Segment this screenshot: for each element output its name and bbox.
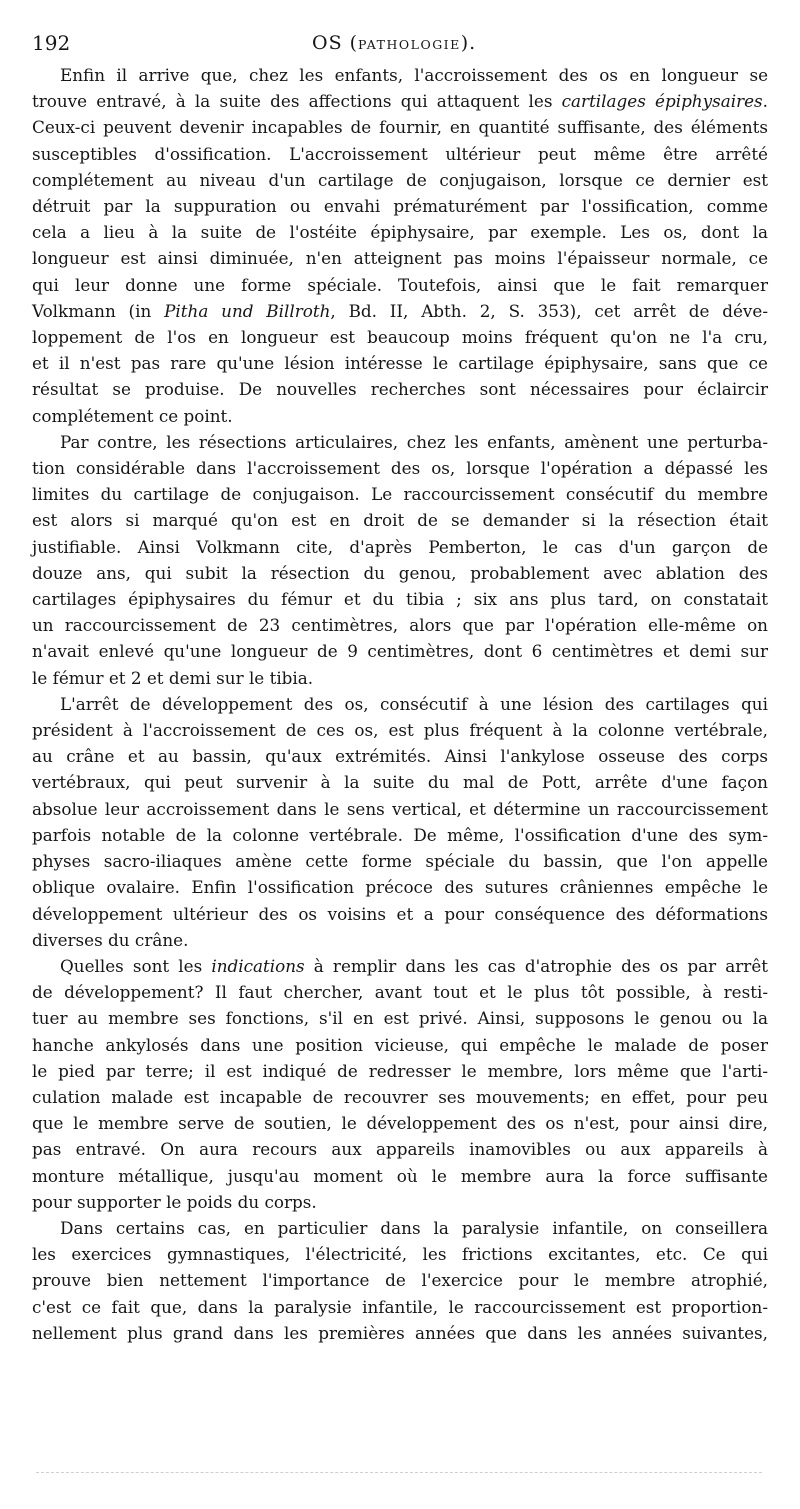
running-head [32, 28, 768, 62]
text-line: développement ultérieur des os voisins et a pour conséquence des déformations [32, 903, 768, 924]
text-line: hanche ankylosés dans une position vicieuse, qui empêche le malade de poser [32, 1034, 768, 1055]
running-title [312, 28, 476, 60]
text-line: longueur est ainsi diminuée, n'en atteignent pas moins l'épaisseur normale, ce [32, 248, 768, 269]
body-text [32, 62, 768, 1346]
paragraph [32, 953, 768, 1215]
page-number: 192 [32, 31, 71, 55]
text-line: culation malade est incapable de recouvrer ses mouvements; en effet, pour peu [32, 1086, 768, 1107]
text-line: n'avait enlevé qu'une longueur de 9 centimètres, dont 6 centimètres et demi sur [32, 641, 768, 662]
text-line: absolue leur accroissement dans le sens vertical, et détermine un raccourcissement [32, 798, 768, 819]
text-line: et il n'est pas rare qu'une lésion intéresse le cartilage épiphysaire, sans que ce [32, 353, 768, 374]
text-line: Quelles sont les indications à remplir dans les cas d'atrophie des os par arrêt [60, 955, 769, 976]
text-line: limites du cartilage de conjugaison. Le raccourcissement consécutif du membre [32, 484, 768, 505]
text-line: tuer au membre ses fonctions, s'il en est privé. Ainsi, supposons le genou ou la [32, 1008, 768, 1029]
text-line: président à l'accroissement de ces os, est plus fréquent à la colonne vertébrale, [32, 720, 768, 741]
text-line: oblique ovalaire. Enfin l'ossification précoce des sutures crâniennes empêche le [32, 877, 768, 898]
text-line: complétement au niveau d'un cartilage de conjugaison, lorsque ce dernier est [32, 169, 768, 190]
text-line: Par contre, les résections articulaires, chez les enfants, amènent une perturba- [60, 431, 768, 452]
text-line: parfois notable de la colonne vertébrale. De même, l'ossification d'une des sym- [32, 824, 768, 845]
running-title-section: PATHOLOGIE [358, 37, 461, 52]
text-line: tion considérable dans l'accroissement des os, lorsque l'opération a dépassé les [32, 458, 768, 479]
text-line: justifiable. Ainsi Volkmann cite, d'après Pemberton, le cas d'un garçon de [32, 536, 768, 557]
text-line: qui leur donne une forme spéciale. Toutefois, ainsi que le fait remarquer [32, 274, 768, 295]
text-line: Dans certains cas, en particulier dans la paralysie infantile, on conseillera [60, 1217, 768, 1238]
text-line: pour supporter le poids du corps. [32, 1191, 317, 1212]
text-line: résultat se produise. De nouvelles recherches sont nécessaires pour éclaircir [32, 379, 768, 400]
paragraph [32, 691, 768, 953]
text-line: loppement de l'os en longueur est beaucoup moins fréquent qu'on ne l'a cru, [32, 327, 768, 348]
text-line: pas entravé. On aura recours aux appareils inamovibles ou aux appareils à [32, 1139, 768, 1160]
text-line: diverses du crâne. [32, 929, 189, 950]
running-title-prefix: OS ( [312, 32, 359, 54]
text-line: monture métallique, jusqu'au moment où le membre aura la force suffisante [32, 1165, 768, 1186]
text-line: physes sacro-iliaques amène cette forme spéciale du bassin, que l'on appelle [32, 851, 768, 872]
running-title-suffix: ). [460, 32, 477, 54]
text-line: trouve entravé, à la suite des affections qui attaquent les cartilages épiphysaires. [32, 91, 768, 112]
paragraph [32, 1215, 768, 1346]
paragraph [32, 62, 768, 429]
text-line: Enfin il arrive que, chez les enfants, l'accroissement des os en longueur se [60, 65, 768, 85]
italic-term: Pitha und Billroth [164, 300, 331, 321]
text-line: prouve bien nettement l'importance de l'exercice pour le membre atrophié, [32, 1270, 768, 1291]
text-line: les exercices gymnastiques, l'électricité, les frictions excitantes, etc. Ce qui [32, 1244, 768, 1265]
text-line: susceptibles d'ossification. L'accroissement ultérieur peut même être arrêté [32, 143, 768, 164]
text-line: détruit par la suppuration ou envahi prématurément par l'ossification, comme [32, 196, 768, 217]
text-line: L'arrêt de développement des os, consécutif à une lésion des cartilages qui [60, 693, 768, 714]
text-line: un raccourcissement de 23 centimètres, alors que par l'opération elle-même on [32, 615, 768, 636]
text-line: au crâne et au bassin, qu'aux extrémités. Ainsi l'ankylose osseuse des corps [32, 746, 768, 767]
text-line: le fémur et 2 et demi sur le tibia. [32, 667, 314, 688]
text-line: vertébraux, qui peut survenir à la suite du mal de Pott, arrête d'une façon [32, 772, 768, 793]
text-line: que le membre serve de soutien, le développement des os n'est, pour ainsi dire, [32, 1113, 768, 1134]
footer-rule [36, 1472, 762, 1473]
italic-term: indications [211, 955, 305, 976]
text-line: douze ans, qui subit la résection du genou, probablement avec ablation des [32, 562, 768, 583]
book-page [32, 28, 768, 1346]
text-line: le pied par terre; il est indiqué de redresser le membre, lors même que l'arti- [32, 1060, 768, 1081]
paragraph [32, 429, 768, 691]
text-line: de développement? Il faut chercher, avant tout et le plus tôt possible, à resti- [32, 982, 768, 1003]
text-line: complétement ce point. [32, 405, 233, 426]
text-line: cela a lieu à la suite de l'ostéite épiphysaire, par exemple. Les os, dont la [32, 222, 768, 243]
text-line: Ceux-ci peuvent devenir incapables de fournir, en quantité suffisante, des éléments [32, 117, 768, 138]
text-line: cartilages épiphysaires du fémur et du tibia ; six ans plus tard, on constatait [32, 589, 768, 610]
text-line: Volkmann (in Pitha und Billroth, Bd. II, Abth. 2, S. 353), cet arrêt de déve- [32, 300, 769, 321]
italic-term: cartilages épiphysaires [561, 91, 763, 112]
text-line: nellement plus grand dans les premières années que dans les années suivantes, [32, 1322, 768, 1343]
text-line: c'est ce fait que, dans la paralysie infantile, le raccourcissement est proportion- [32, 1296, 768, 1317]
text-line: est alors si marqué qu'on est en droit de se demander si la résection était [32, 510, 768, 531]
